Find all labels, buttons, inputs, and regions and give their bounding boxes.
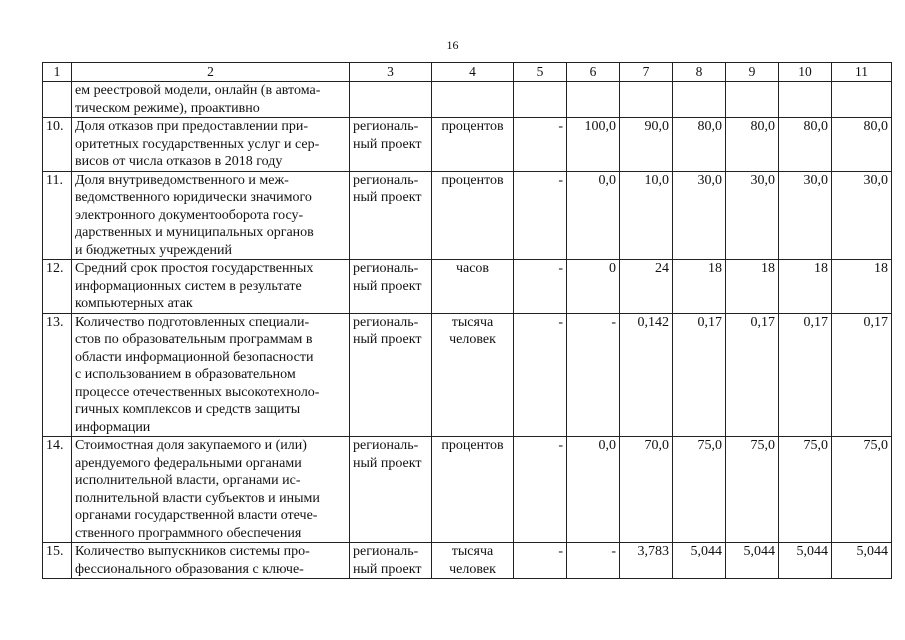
name-line: органами государственной власти отече-: [75, 508, 318, 523]
name-line: Доля отказов при предоставлении при-: [75, 119, 309, 134]
indicators-table: [42, 62, 892, 579]
name-line: ственного программного обеспечения: [75, 525, 302, 541]
continuation-row: [43, 82, 892, 118]
name-line: компьютерных атак: [75, 296, 193, 311]
type-line: ный проект: [353, 278, 422, 294]
value-cell-8: 18: [673, 260, 726, 314]
value-cell-6: -: [567, 543, 620, 579]
table-row: [43, 543, 892, 579]
value-cell-10: 5,044: [779, 543, 832, 579]
value-cell-6: -: [567, 313, 620, 437]
value-cell-6: 0: [567, 260, 620, 314]
name-line: Доля внутриведомственного и меж-: [75, 172, 289, 188]
value-cell-6: 0,0: [567, 171, 620, 260]
value-cell-8: 0,17: [673, 313, 726, 437]
continuation-cell-8: [673, 82, 726, 118]
indicator-type-cell: [350, 313, 432, 437]
continuation-cell-7: [620, 82, 673, 118]
continuation-name-cell: [72, 82, 350, 118]
header-cell-6: 6: [567, 63, 620, 82]
header-cell-9: 9: [726, 63, 779, 82]
indicator-name-cell: [72, 118, 350, 172]
name-line: висов от числа отказов в 2018 году: [75, 154, 283, 169]
name-line: ем реестровой модели, онлайн (в автома-: [75, 83, 321, 98]
row-number-cell: 14.: [43, 437, 72, 543]
value-cell-7: 24: [620, 260, 673, 314]
indicator-name-cell: [72, 313, 350, 437]
row-number-cell: 10.: [43, 118, 72, 172]
value-cell-7: 0,142: [620, 313, 673, 437]
value-cell-11: 18: [832, 260, 892, 314]
row-number-cell: 12.: [43, 260, 72, 314]
name-line: дарственных и муниципальных органов: [75, 225, 314, 240]
name-line: полнительной власти субъектов и иными: [75, 490, 320, 506]
type-line: региональ-: [353, 314, 419, 330]
indicator-name-cell: [72, 543, 350, 579]
value-cell-9: 18: [726, 260, 779, 314]
header-cell-11: 11: [832, 63, 892, 82]
value-cell-10: 75,0: [779, 437, 832, 543]
type-line: региональ-: [353, 544, 419, 559]
table-row: [43, 260, 892, 314]
type-line: ный проект: [353, 136, 422, 152]
table-row: [43, 171, 892, 260]
name-line: фессионального образования с ключе-: [75, 561, 304, 577]
table-row: [43, 313, 892, 437]
value-cell-11: 5,044: [832, 543, 892, 579]
name-line: информационных систем в результате: [75, 278, 302, 294]
indicator-type-cell: [350, 543, 432, 579]
continuation-cell-5: [514, 82, 567, 118]
name-line: информации: [75, 419, 151, 435]
value-cell-8: 80,0: [673, 118, 726, 172]
value-cell-5: -: [514, 543, 567, 579]
value-cell-6: 100,0: [567, 118, 620, 172]
continuation-num-cell: [43, 82, 72, 118]
indicator-name-cell: [72, 260, 350, 314]
unit-line: человек: [449, 332, 496, 347]
unit-line: тысяча: [451, 314, 494, 330]
value-cell-9: 0,17: [726, 313, 779, 437]
value-cell-7: 90,0: [620, 118, 673, 172]
type-line: региональ-: [353, 172, 419, 188]
table-header-row: [43, 63, 892, 82]
type-line: ный проект: [353, 561, 422, 577]
name-line: оритетных государственных услуг и сер-: [75, 136, 320, 152]
row-number-cell: 11.: [43, 171, 72, 260]
table-row: [43, 437, 892, 543]
name-line: исполнительной власти, органами ис-: [75, 473, 301, 488]
continuation-cell-9: [726, 82, 779, 118]
type-line: региональ-: [353, 438, 419, 453]
value-cell-8: 5,044: [673, 543, 726, 579]
indicator-name-cell: [72, 437, 350, 543]
value-cell-11: 30,0: [832, 171, 892, 260]
name-line: процессе отечественных высокотехноло-: [75, 384, 320, 400]
name-line: Стоимостная доля закупаемого и (или): [75, 438, 307, 453]
type-line: региональ-: [353, 119, 419, 134]
header-cell-7: 7: [620, 63, 673, 82]
value-cell-10: 18: [779, 260, 832, 314]
indicator-type-cell: [350, 437, 432, 543]
unit-cell: [432, 260, 514, 314]
value-cell-5: -: [514, 437, 567, 543]
value-cell-9: 30,0: [726, 171, 779, 260]
value-cell-10: 80,0: [779, 118, 832, 172]
header-cell-4: 4: [432, 63, 514, 82]
indicator-type-cell: [350, 171, 432, 260]
continuation-kind-cell: [350, 82, 432, 118]
indicator-type-cell: [350, 260, 432, 314]
unit-line: процентов: [441, 119, 504, 134]
value-cell-11: 75,0: [832, 437, 892, 543]
name-line: Средний срок простоя государственных: [75, 261, 314, 276]
continuation-cell-11: [832, 82, 892, 118]
name-line: с использованием в образовательном: [75, 367, 296, 382]
header-cell-8: 8: [673, 63, 726, 82]
value-cell-7: 10,0: [620, 171, 673, 260]
value-cell-5: -: [514, 171, 567, 260]
name-line: Количество подготовленных специали-: [75, 314, 310, 330]
name-line: Количество выпускников системы про-: [75, 544, 310, 559]
row-number-cell: 13.: [43, 313, 72, 437]
type-line: ный проект: [353, 332, 422, 347]
unit-cell: [432, 543, 514, 579]
continuation-cell-10: [779, 82, 832, 118]
name-line: стов по образовательным программам в: [75, 332, 313, 347]
page-number: 16: [446, 38, 459, 52]
unit-line: человек: [449, 561, 496, 577]
continuation-unit-cell: [432, 82, 514, 118]
name-line: тическом режиме), проактивно: [75, 100, 260, 116]
value-cell-9: 80,0: [726, 118, 779, 172]
header-cell-1: 1: [43, 63, 72, 82]
unit-line: процентов: [441, 172, 504, 188]
value-cell-11: 80,0: [832, 118, 892, 172]
name-line: электронного документооборота госу-: [75, 207, 304, 223]
unit-cell: [432, 118, 514, 172]
header-cell-10: 10: [779, 63, 832, 82]
unit-line: процентов: [441, 438, 504, 453]
value-cell-10: 30,0: [779, 171, 832, 260]
unit-line: часов: [455, 261, 490, 276]
type-line: ный проект: [353, 455, 422, 471]
unit-cell: [432, 313, 514, 437]
header-cell-3: 3: [350, 63, 432, 82]
unit-line: тысяча: [451, 544, 494, 559]
value-cell-5: -: [514, 313, 567, 437]
continuation-cell-6: [567, 82, 620, 118]
name-line: и бюджетных учреждений: [75, 242, 232, 258]
type-line: ный проект: [353, 190, 422, 205]
unit-cell: [432, 171, 514, 260]
value-cell-6: 0,0: [567, 437, 620, 543]
value-cell-7: 3,783: [620, 543, 673, 579]
value-cell-9: 75,0: [726, 437, 779, 543]
name-line: области информационной безопасности: [75, 349, 314, 365]
indicator-type-cell: [350, 118, 432, 172]
table-row: [43, 118, 892, 172]
name-line: гичных комплексов и средств защиты: [75, 402, 301, 417]
unit-cell: [432, 437, 514, 543]
name-line: арендуемого федеральными органами: [75, 455, 302, 471]
table-body: [43, 63, 892, 579]
value-cell-11: 0,17: [832, 313, 892, 437]
value-cell-9: 5,044: [726, 543, 779, 579]
value-cell-5: -: [514, 118, 567, 172]
value-cell-7: 70,0: [620, 437, 673, 543]
name-line: ведомственного юридически значимого: [75, 190, 312, 205]
value-cell-5: -: [514, 260, 567, 314]
value-cell-8: 75,0: [673, 437, 726, 543]
indicator-name-cell: [72, 171, 350, 260]
header-cell-5: 5: [514, 63, 567, 82]
type-line: региональ-: [353, 261, 419, 276]
value-cell-10: 0,17: [779, 313, 832, 437]
row-number-cell: 15.: [43, 543, 72, 579]
header-cell-2: 2: [72, 63, 350, 82]
value-cell-8: 30,0: [673, 171, 726, 260]
